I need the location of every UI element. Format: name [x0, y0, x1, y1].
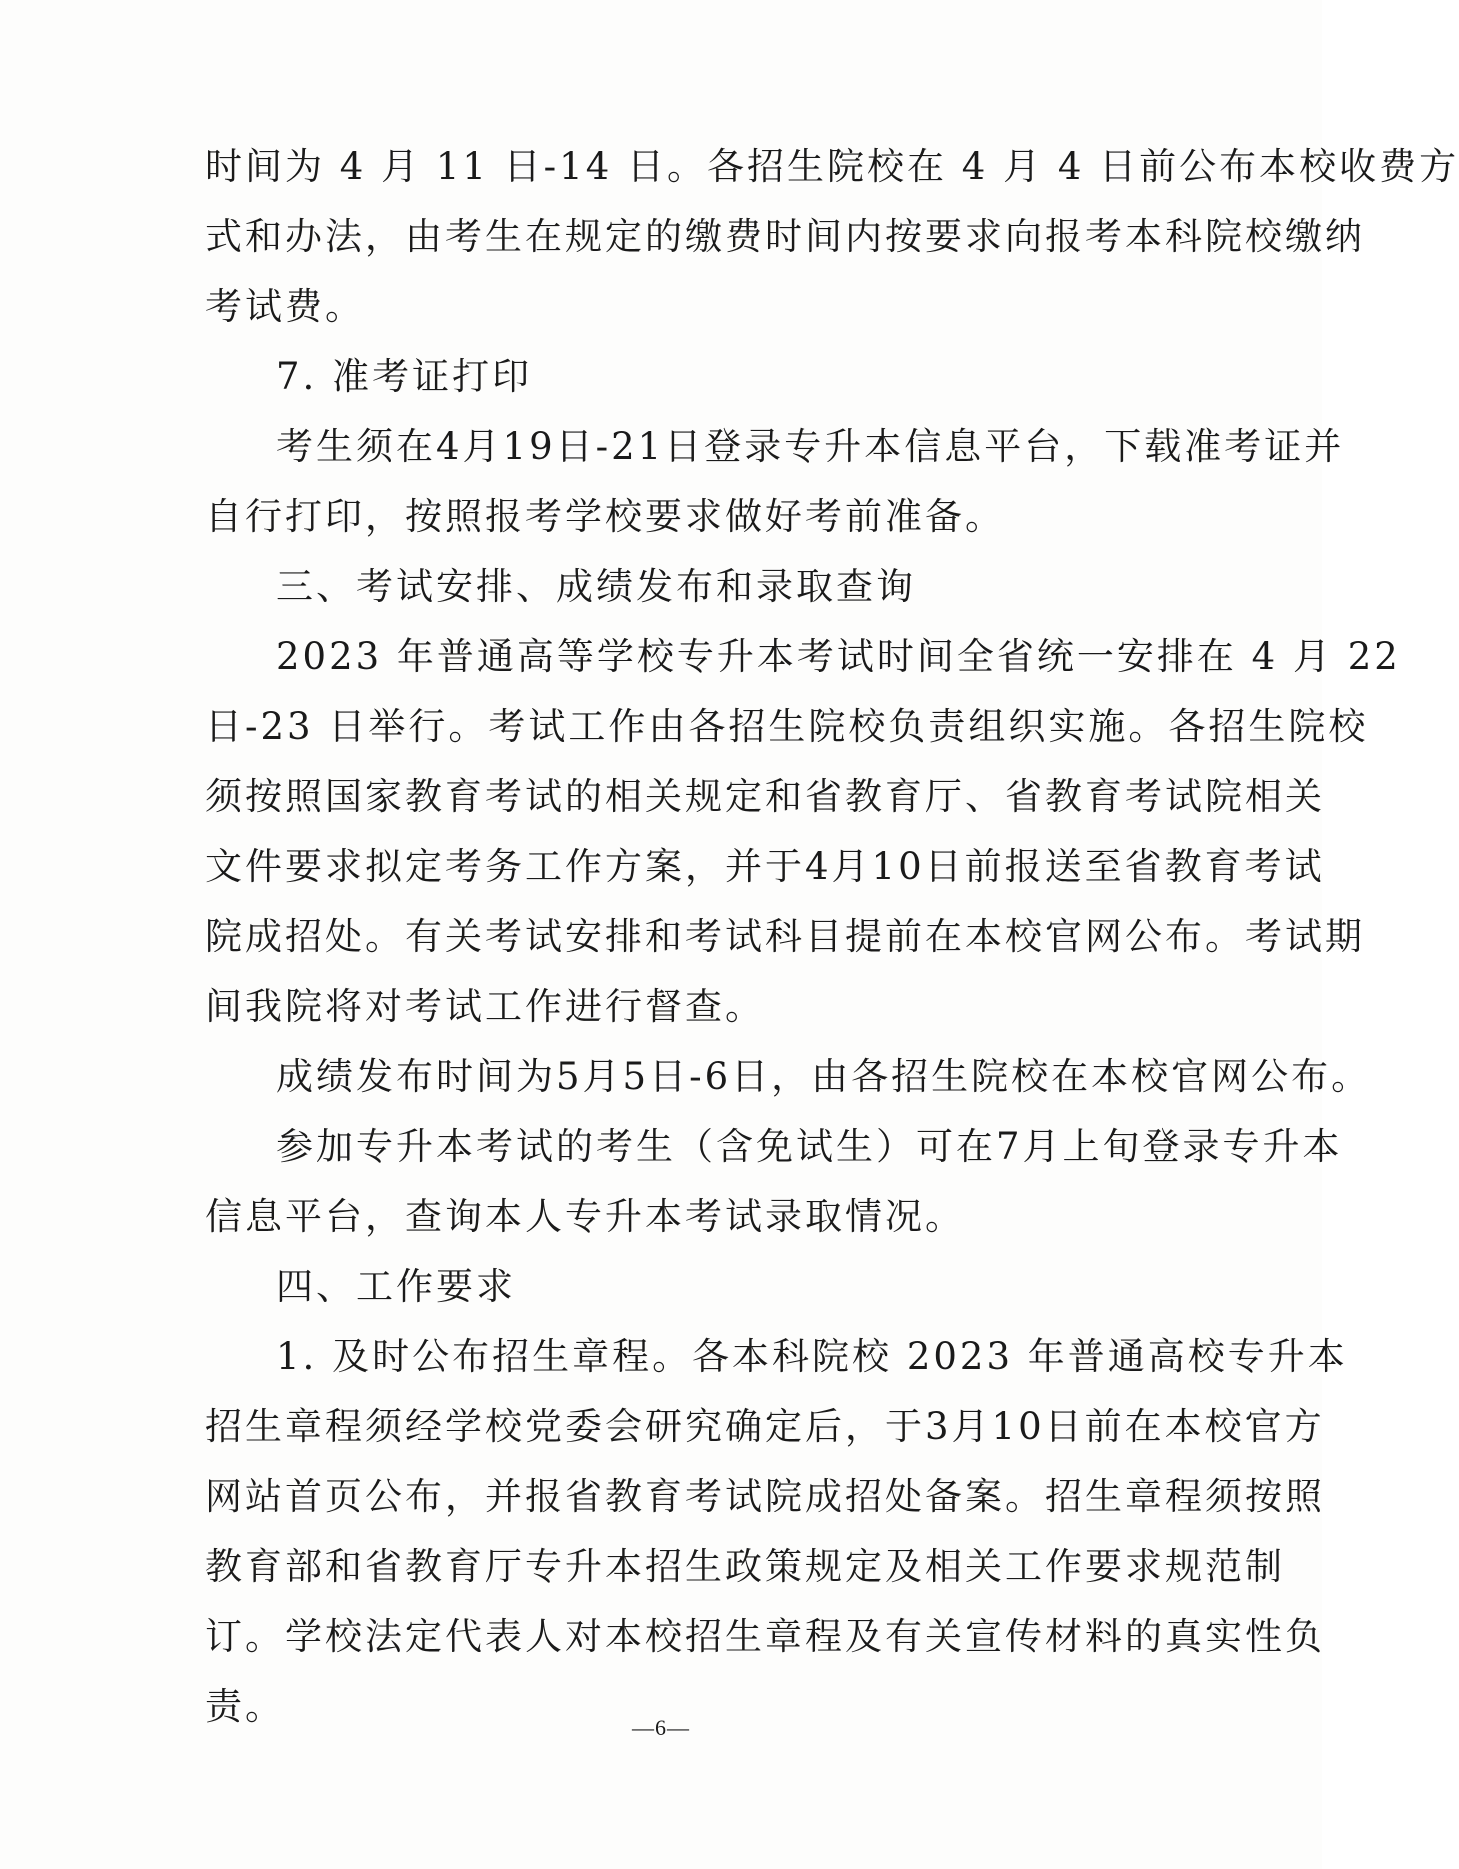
text-line: 文件要求拟定考务工作方案，并于4月10日前报送至省教育考试: [205, 845, 1325, 888]
text-line: 网站首页公布，并报省教育考试院成招处备案。招生章程须按照: [205, 1475, 1325, 1518]
text-line: 参加专升本考试的考生（含免试生）可在7月上旬登录专升本: [276, 1125, 1343, 1168]
text-line: 2023 年普通高等学校专升本考试时间全省统一安排在 4 月 22: [276, 635, 1401, 678]
section-heading: 四、工作要求: [276, 1265, 516, 1308]
text-line: 间我院将对考试工作进行督查。: [205, 985, 765, 1028]
text-line: 时间为 4 月 11 日-14 日。各招生院校在 4 月 4 日前公布本校收费方: [205, 145, 1459, 188]
text-line: 自行打印，按照报考学校要求做好考前准备。: [205, 495, 1005, 538]
section-heading: 7. 准考证打印: [276, 355, 533, 398]
text-line: 责。: [205, 1685, 285, 1728]
section-heading: 三、考试安排、成绩发布和录取查询: [276, 565, 916, 608]
text-line: 1. 及时公布招生章程。各本科院校 2023 年普通高校专升本: [276, 1335, 1348, 1378]
text-line: 院成招处。有关考试安排和考试科目提前在本校官网公布。考试期: [205, 915, 1365, 958]
text-line: 考生须在4月19日-21日登录专升本信息平台，下载准考证并: [276, 425, 1345, 468]
text-line: 招生章程须经学校党委会研究确定后，于3月10日前在本校官方: [205, 1405, 1325, 1448]
text-line: 教育部和省教育厅专升本招生政策规定及相关工作要求规范制: [205, 1545, 1285, 1588]
text-line: 成绩发布时间为5月5日-6日，由各招生院校在本校官网公布。: [276, 1055, 1372, 1098]
text-line: 信息平台，查询本人专升本考试录取情况。: [205, 1195, 965, 1238]
text-line: 考试费。: [205, 285, 365, 328]
text-line: 式和办法，由考生在规定的缴费时间内按要求向报考本科院校缴纳: [205, 215, 1365, 258]
page-number: —6—: [632, 1715, 690, 1740]
text-line: 须按照国家教育考试的相关规定和省教育厅、省教育考试院相关: [205, 775, 1325, 818]
text-line: 日-23 日举行。考试工作由各招生院校负责组织实施。各招生院校: [205, 705, 1369, 748]
text-line: 订。学校法定代表人对本校招生章程及有关宣传材料的真实性负: [205, 1615, 1325, 1658]
